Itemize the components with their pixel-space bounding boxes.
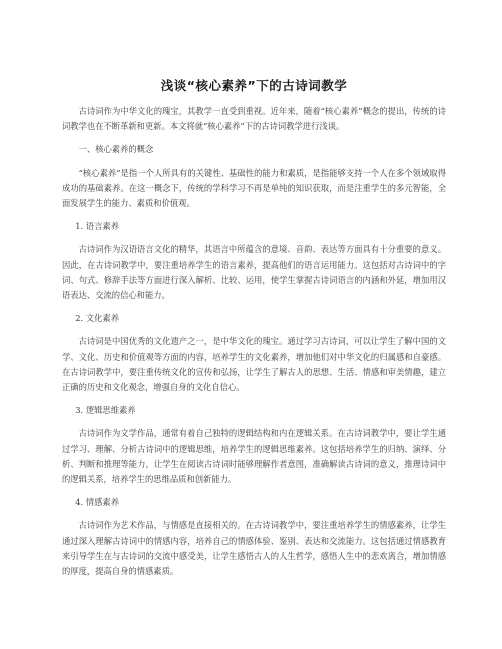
document-title: 浅谈“核心素养”下的古诗词教学: [160, 78, 348, 93]
paragraph-language: 古诗词作为汉语语言文化的精华，其语言中所蕴含的意境、音韵、表达等方面具有十分重要的意义。因此，在古诗词教学中，要注重培养学生的语言素养，提高他们的语言运用能力。这包括对古诗词中的字词、句式、修辞手法等方面进行深入解析、比较、运用，使学生掌握古诗词语言的内涵和外延，增加用汉语表达、交流的信心和能力。: [62, 244, 446, 301]
subheading-logic: 3. 逻辑思维素养: [75, 405, 136, 416]
paragraph-emotion: 古诗词作为艺术作品，与情感是直接相关的。在古诗词教学中，要注重培养学生的情感素养，让学生通过深入理解古诗词中的情感内容，培养自己的情感体验、鉴别、表达和交流能力。这包括通过情感教育来引导学生在与古诗词的交流中感受美，让学生感悟古人的人生哲学，感悟人生中的悲欢离合，增加情感的厚度，提高自身的情感素质。: [62, 520, 446, 577]
subheading-language: 1. 语言素养: [75, 221, 120, 232]
section-heading-concept: 一、核心素养的概念: [78, 144, 154, 155]
subheading-emotion: 4. 情感素养: [75, 497, 120, 508]
paragraph-culture: 古诗词是中国优秀的文化遗产之一，是中华文化的瑰宝。通过学习古诗词，可以让学生了解中国的文学、文化、历史和价值观等方面的内容，培养学生的文化素养，增加他们对中华文化的归属感和自豪感。在古诗词教学中，要注重传统文化的宣传和弘扬，让学生了解古人的思想、生活、情感和审美情趣，建立正确的历史和文化观念，增强自身的文化自信心。: [62, 336, 446, 393]
paragraph-logic: 古诗词作为文学作品，通常有着自己独特的逻辑结构和内在逻辑关系。在古诗词教学中，要让学生通过学习、理解、分析古诗词中的逻辑思维，培养学生的逻辑思维素养。这包括培养学生的归纳、演绎、分析、判断和推理等能力，让学生在阅读古诗词时能够理解作者意图，准确解读古诗词的意义，推理诗词中的逻辑关系，培养学生的思维品质和创新能力。: [62, 428, 446, 485]
subheading-culture: 2. 文化素养: [75, 313, 120, 324]
section-paragraph-concept: “核心素养”是指一个人所具有的关键性、基础性的能力和素质，是指能够支持一个人在多个领域取得成功的基础素养。在这一概念下，传统的学科学习不再是单纯的知识获取，而是注重学生的多元智能，全面发展学生的能力、素质和价值观。: [62, 167, 446, 209]
intro-paragraph: 古诗词作为中华文化的瑰宝，其教学一直受到重视。近年来，随着“核心素养”概念的提出，传统的诗词教学也在不断革新和更新。本文将就“核心素养”下的古诗词教学进行浅谈。: [62, 106, 446, 132]
